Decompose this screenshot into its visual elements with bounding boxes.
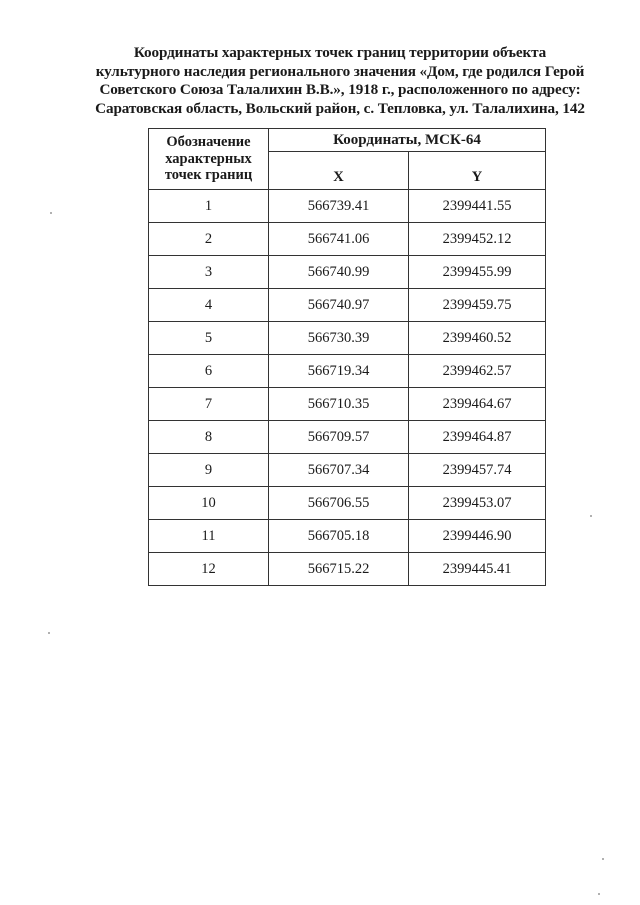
point-number-cell: 11: [149, 520, 269, 553]
y-coordinate-cell: 2399459.75: [409, 289, 546, 322]
table-row: [149, 256, 546, 289]
point-number-cell: 6: [149, 355, 269, 388]
y-coordinate-cell: 2399453.07: [409, 487, 546, 520]
table-row: [149, 289, 546, 322]
header-label-line: точек границ: [164, 167, 253, 184]
x-coordinate-cell: 566740.99: [269, 256, 409, 289]
point-number-cell: 12: [149, 553, 269, 586]
y-coordinate-cell: 2399460.52: [409, 322, 546, 355]
point-number-cell: 9: [149, 454, 269, 487]
y-coordinate-cell: 2399455.99: [409, 256, 546, 289]
x-coordinate-cell: 566715.22: [269, 553, 409, 586]
point-number-cell: 7: [149, 388, 269, 421]
y-column-header: Y: [409, 152, 546, 190]
header-label-line: характерных: [165, 150, 252, 167]
scan-speck: [48, 632, 50, 634]
point-number-cell: 4: [149, 289, 269, 322]
y-coordinate-cell: 2399445.41: [409, 553, 546, 586]
table-row: [149, 355, 546, 388]
table-row: [149, 553, 546, 586]
x-coordinate-cell: 566705.18: [269, 520, 409, 553]
point-number-cell: 1: [149, 190, 269, 223]
y-coordinate-cell: 2399464.87: [409, 421, 546, 454]
y-coordinate-cell: 2399452.12: [409, 223, 546, 256]
x-coordinate-cell: 566739.41: [269, 190, 409, 223]
x-coordinate-cell: 566740.97: [269, 289, 409, 322]
coordinates-table: [148, 128, 546, 586]
table-row: [149, 322, 546, 355]
scan-speck: [602, 858, 604, 860]
scan-speck: [590, 515, 592, 517]
table-row: [149, 520, 546, 553]
title-line: Саратовская область, Вольский район, с. Тепловка, ул. Талалихина, 142: [95, 99, 585, 117]
x-coordinate-cell: 566730.39: [269, 322, 409, 355]
y-coordinate-cell: 2399457.74: [409, 454, 546, 487]
table-body: [149, 190, 546, 586]
title-line: Координаты характерных точек границ территории объекта: [133, 44, 547, 61]
table-header: [149, 129, 546, 190]
coordinates-group-header: Координаты, МСК-64: [269, 129, 546, 152]
scan-speck: [598, 893, 600, 895]
point-designation-header: [149, 129, 269, 190]
x-column-header: X: [269, 152, 409, 190]
x-coordinate-cell: 566706.55: [269, 487, 409, 520]
table-row: [149, 190, 546, 223]
y-coordinate-cell: 2399464.67: [409, 388, 546, 421]
scan-speck: [50, 212, 52, 214]
header-label-line: Обозначение: [166, 134, 251, 151]
table-row: [149, 454, 546, 487]
point-number-cell: 10: [149, 487, 269, 520]
x-coordinate-cell: 566710.35: [269, 388, 409, 421]
document-title: [60, 44, 620, 118]
table-row: [149, 388, 546, 421]
y-coordinate-cell: 2399462.57: [409, 355, 546, 388]
x-coordinate-cell: 566707.34: [269, 454, 409, 487]
point-number-cell: 2: [149, 223, 269, 256]
table-row: [149, 421, 546, 454]
x-coordinate-cell: 566741.06: [269, 223, 409, 256]
y-coordinate-cell: 2399441.55: [409, 190, 546, 223]
x-coordinate-cell: 566709.57: [269, 421, 409, 454]
y-coordinate-cell: 2399446.90: [409, 520, 546, 553]
title-line: Советского Союза Талалихин В.В.», 1918 г., расположенного по адресу:: [99, 81, 581, 98]
table-row: [149, 487, 546, 520]
title-line: культурного наследия регионального значения «Дом, где родился Герой: [95, 62, 585, 80]
point-number-cell: 8: [149, 421, 269, 454]
point-number-cell: 3: [149, 256, 269, 289]
x-coordinate-cell: 566719.34: [269, 355, 409, 388]
point-number-cell: 5: [149, 322, 269, 355]
table-row: [149, 223, 546, 256]
